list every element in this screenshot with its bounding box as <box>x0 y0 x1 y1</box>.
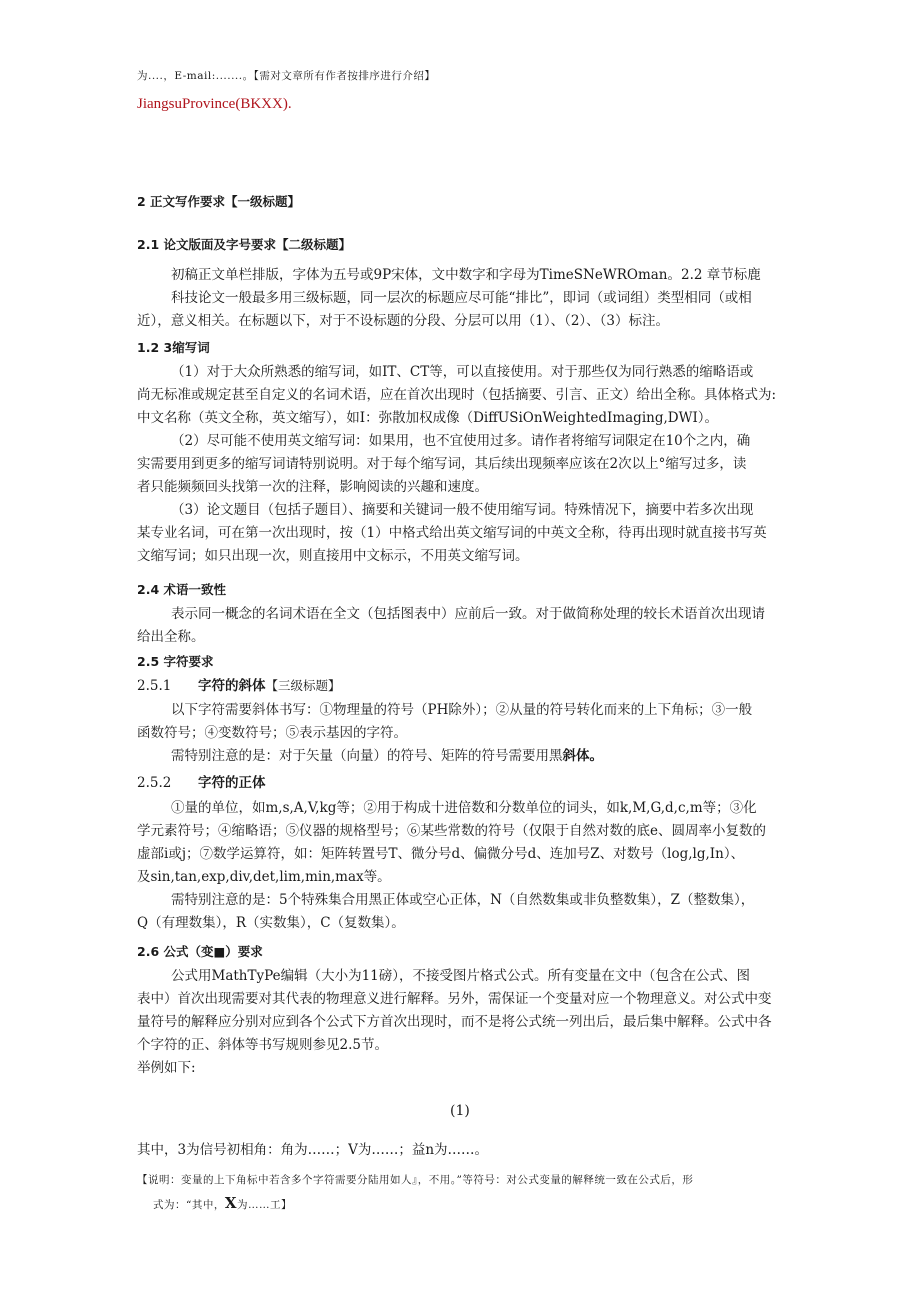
heading-2-5-2 <box>137 774 265 792</box>
affiliation-text: JiangsuProvince(BKXX). <box>137 96 292 112</box>
note-line2 <box>153 1194 292 1214</box>
para-2-3-3-line1: （3）论文题目（包括子题目）、摘要和关键词一般不使用缩写词。特殊情况下，摘要中若多次出现 <box>171 502 754 518</box>
para-2-3-2-line2: 实需要用到更多的缩写词请特别说明。对于每个缩写词，其后续出现频率应该在2次以上°缩写过多，读 <box>137 456 747 472</box>
paragraph-2-4 <box>137 603 787 649</box>
para-2-1-line1: 初稿正文单栏排版，字体为五号或9P宋体，文中数字和字母为TimeSNeWROman。2.2 章节标鹿 <box>171 267 761 283</box>
para-2-5-1-line1: 以下字符需要斜体书写：①物理量的符号（PH除外）；②从量的符号转化而来的上下角标；③一般 <box>171 702 753 718</box>
para-2-3-1-line3: 中文名称（英文全称，英文缩写），如I：弥散加权成像（DiffUSiOnWeightedImaging,DWI）。 <box>137 410 719 426</box>
heading-2-5: 2.5 字符要求 <box>137 654 214 669</box>
para-2-2-line1: 科技论文一般最多用三级标题，同一层次的标题应尽可能“排比”，即词（或词组）类型相同（或相 <box>171 290 752 306</box>
paragraph-2-6 <box>137 965 787 1080</box>
para-2-2-line2: 近），意义相关。在标题以下，对于不设标题的分段、分层可以用（1）、（2）、（3）标注。 <box>137 313 670 329</box>
heading-2-5-2-number: 2.5.2 <box>137 775 172 791</box>
para-2-6-line1: 公式用MathTyPe编辑（大小为11磅），不接受图片格式公式。所有变量在文中（包含在公式、图 <box>171 968 751 984</box>
heading-2-6: 2.6 公式（变■）要求 <box>137 944 263 959</box>
para-2-4-line2: 给出全称。 <box>137 629 205 645</box>
para-2-5-2-line1: ①量的单位，如m,s,A,V,kg等；②用于构成十进倍数和分数单位的词头，如k,M,G,d,c,m等；③化 <box>171 800 757 816</box>
paragraph-2-3 <box>137 361 787 568</box>
para-2-4-line1: 表示同一概念的名词术语在全文（包括图表中）应前后一致。对于做简称处理的较长术语首次出现请 <box>171 606 765 622</box>
para-2-3-2-line3: 者只能频频回头找第一次的注释，影响阅读的兴趣和速度。 <box>137 479 488 495</box>
equation-number: (1) <box>450 1103 470 1119</box>
para-2-5-1-note-bold: 斜体。 <box>562 748 603 764</box>
para-2-5-2-note-line2: Q（有理数集），R（实数集），C（复数集）。 <box>137 915 405 931</box>
heading-2-4: 2.4 术语一致性 <box>137 582 226 597</box>
para-2-5-2-line2: 学元素符号；④缩略语；⑤仪器的规格型号；⑥某些常数的符号（仅限于自然对数的底e、圆周率小复数的 <box>137 823 766 839</box>
heading-2-5-1 <box>137 677 340 695</box>
para-2-5-2-note-line1: 需特别注意的是：5个特殊集合用黑正体或空心正体，N（自然数集或非负整数集），Z（整数集）， <box>171 892 755 908</box>
note-line1: 【说明：变量的上下角标中若含多个字符需要分陆用如人』，不用。”等符号：对公式变量的解释统一致在公式后，形 <box>137 1174 694 1186</box>
heading-2-5-2-title: 字符的正体 <box>197 775 266 791</box>
para-2-5-2-line3: 虚部i或j；⑦数学运算符，如：矩阵转置号T、微分号d、偏微分号d、连加号Z、对数号（log,lg,In）、 <box>137 846 745 862</box>
heading-level1: 2 正文写作要求【一级标题】 <box>137 194 301 209</box>
heading-2-5-1-tag: 【三级标题】 <box>265 678 341 693</box>
para-2-3-1-line1: （1）对于大众所熟悉的缩写词，如IT、CT等，可以直接使用。对于那些仅为同行熟悉的缩略语或 <box>171 364 754 380</box>
para-2-6-line2: 表中）首次出现需要对其代表的物理意义进行解释。另外，需保证一个变量对应一个物理意义。对公式中变 <box>137 991 772 1007</box>
note-line2-variable: X <box>224 1194 238 1212</box>
para-2-5-2-line4: 及sin,tan,exp,div,det,lim,min,max等。 <box>137 869 391 885</box>
author-email-line: 为....，E-mail:.......。【需对文章所有作者按排序进行介绍】 <box>137 70 436 82</box>
heading-2-5-1-number: 2.5.1 <box>137 678 172 694</box>
variable-explanation: 其中，3为信号初相角：角为……；V为……；益n为……。 <box>137 1142 489 1158</box>
para-2-3-3-line2: 某专业名词，可在第一次出现时，按（1）中格式给出英文缩写词的中英文全称，待再出现时就直接书写英 <box>137 525 767 541</box>
para-2-5-1-line2: 函数符号；④变数符号；⑤表示基因的字符。 <box>137 725 407 741</box>
note-line2-suffix: 为……工】 <box>237 1199 293 1211</box>
heading-2-5-1-title: 字符的斜体 <box>197 678 266 694</box>
para-2-3-1-line2: 尚无标准或规定甚至自定义的名词术语，应在首次出现时（包括摘要、引言、正文）给出全称。具体格式为: <box>137 387 777 403</box>
para-2-6-line4: 个字符的正、斜体等书写规则参见2.5节。 <box>137 1037 388 1053</box>
para-2-5-1-note: 需特别注意的是：对于矢量（向量）的符号、矩阵的符号需要用黑 <box>171 748 563 764</box>
para-2-3-3-line3: 文缩写词；如只出现一次，则直接用中文标示，不用英文缩写词。 <box>137 548 529 564</box>
paragraph-2-5-2 <box>137 797 787 935</box>
note-line2-prefix: 式为：“其中， <box>153 1199 225 1211</box>
paragraph-2-5-1 <box>137 699 787 768</box>
paragraph-2-1 <box>137 264 787 333</box>
heading-2-3: 1.2 3缩写词 <box>137 340 210 355</box>
heading-2-1: 2.1 论文版面及字号要求【二级标题】 <box>137 237 351 252</box>
para-2-3-2-line1: （2）尽可能不使用英文缩写词：如果用，也不宜使用过多。请作者将缩写词限定在10个之内，确 <box>171 433 751 449</box>
para-2-6-line3: 量符号的解释应分别对应到各个公式下方首次出现时，而不是将公式统一列出后，最后集中解释。公式中各 <box>137 1014 772 1030</box>
example-label: 举例如下: <box>137 1060 196 1076</box>
